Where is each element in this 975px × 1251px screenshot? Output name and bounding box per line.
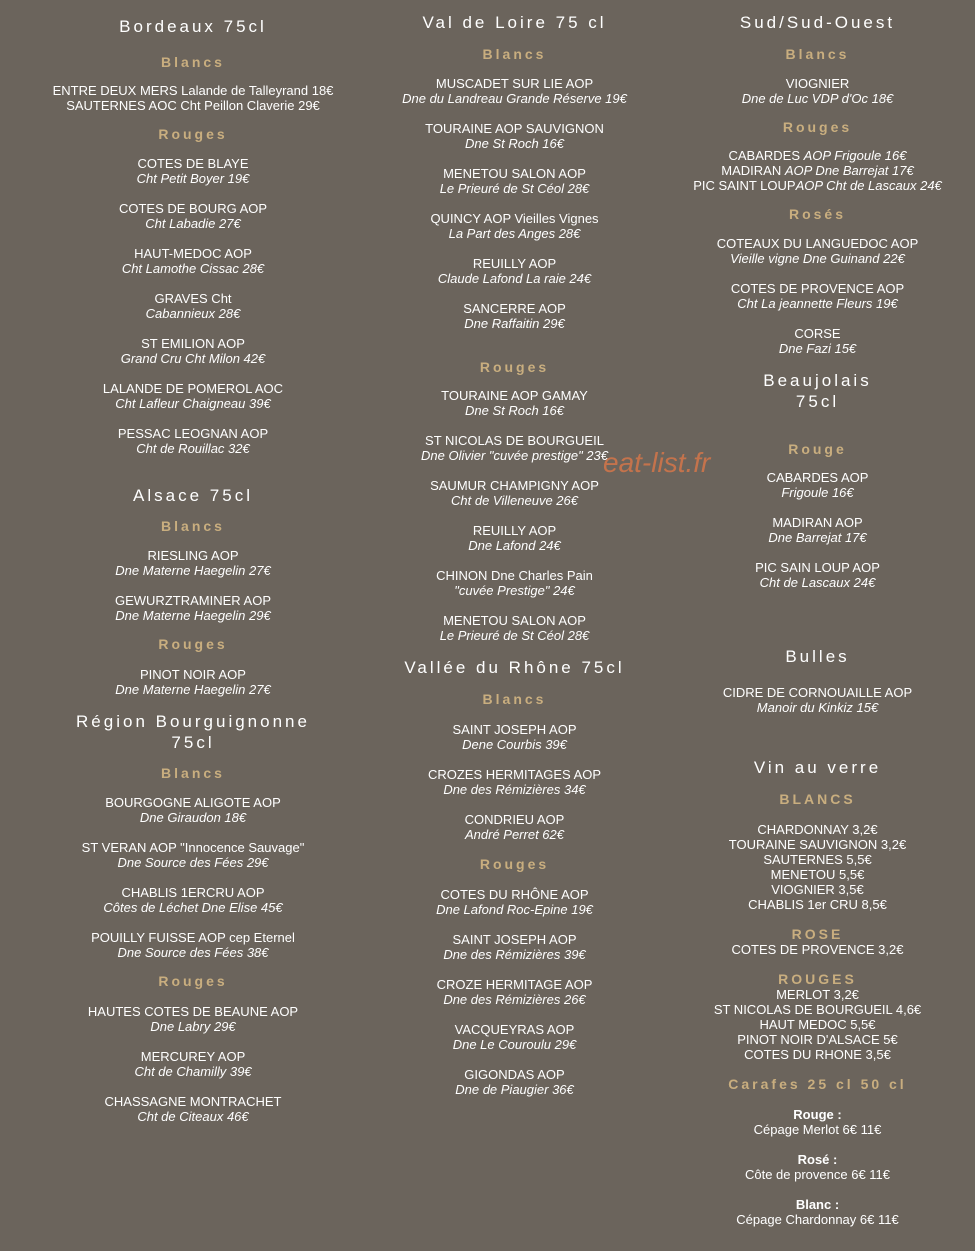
category-title: Rouges — [479, 856, 550, 872]
category-title: Carafes 25 cl 50 cl — [728, 1076, 907, 1092]
category-title: Blancs — [482, 46, 547, 62]
list-item: MUSCADET SUR LIE AOP Dne du Landreau Grande Réserve 19€ — [402, 76, 627, 106]
category-title: Rouges — [782, 119, 853, 135]
list-item: POUILLY FUISSE AOP cep Eternel Dne Source des Fées 38€ — [91, 930, 295, 960]
list-item: CHASSAGNE MONTRACHET Cht de Citeaux 46€ — [104, 1094, 282, 1124]
region-title: Bulles — [785, 647, 850, 666]
list-item: TOURAINE AOP SAUVIGNON Dne St Roch 16€ — [425, 121, 604, 151]
list-item: CHABLIS 1er CRU 8,5€ — [748, 897, 887, 912]
list-item: MENETOU SALON AOP Le Prieuré de St Céol 28€ — [439, 166, 590, 196]
list-item: SAUMUR CHAMPIGNY AOP Cht de Villeneuve 26€ — [430, 478, 599, 508]
list-item: REUILLY AOP Dne Lafond 24€ — [468, 523, 561, 553]
watermark-text: eat-list.fr — [603, 447, 711, 478]
list-item: REUILLY AOP Claude Lafond La raie 24€ — [437, 256, 592, 286]
region-title: Beaujolais — [763, 371, 872, 390]
list-item: ST NICOLAS DE BOURGUEIL 4,6€ — [713, 1002, 922, 1017]
list-item: CONDRIEU AOP André Perret 62€ — [464, 812, 565, 842]
region-title: Vin au verre — [753, 758, 882, 777]
list-item: HAUTES COTES DE BEAUNE AOP Dne Labry 29€ — [87, 1004, 299, 1034]
list-item: SAINT JOSEPH AOP Dne des Rémizières 39€ — [443, 932, 586, 962]
list-item: QUINCY AOP Vieilles Vignes La Part des Anges 28€ — [430, 211, 599, 241]
list-item: COTEAUX DU LANGUEDOC AOP Vieille vigne Dne Guinand 22€ — [716, 236, 919, 266]
list-item: HAUT MEDOC 5,5€ — [759, 1017, 876, 1032]
region-title: 75cl — [795, 392, 840, 411]
list-item: ST VERAN AOP "Innocence Sauvage" Dne Source des Fées 29€ — [81, 840, 305, 870]
list-item: COTES DE BLAYE Cht Petit Boyer 19€ — [136, 156, 250, 186]
list-item: COTES DE PROVENCE AOP Cht La jeannette Fleurs 19€ — [730, 281, 905, 311]
category-title: Rouge — [788, 441, 847, 457]
list-item: COTES DE PROVENCE 3,2€ — [731, 942, 904, 957]
category-title: Rouges — [479, 359, 550, 375]
list-item: SANCERRE AOP Dne Raffaitin 29€ — [463, 301, 566, 331]
list-item: COTES DU RHONE 3,5€ — [744, 1047, 891, 1062]
list-item: TOURAINE SAUVIGNON 3,2€ — [728, 837, 907, 852]
list-item: CHABLIS 1ERCRU AOP Côtes de Léchet Dne Elise 45€ — [103, 885, 283, 915]
list-item: SAUTERNES 5,5€ — [763, 852, 872, 867]
carafe-item: Rosé : Côte de provence 6€ 11€ — [744, 1152, 891, 1182]
list-item: GEWURZTRAMINER AOP Dne Materne Haegelin 29€ — [114, 593, 271, 623]
list-item: CROZES HERMITAGES AOP Dne des Rémizières 34€ — [427, 767, 602, 797]
list-item: TOURAINE AOP GAMAY Dne St Roch 16€ — [441, 388, 588, 418]
list-item: CHINON Dne Charles Pain "cuvée Prestige" 24€ — [436, 568, 593, 598]
list-item: MERCUREY AOP Cht de Chamilly 39€ — [134, 1049, 252, 1079]
list-item: CORSE Dne Fazi 15€ — [778, 326, 857, 356]
list-item: MENETOU 5,5€ — [770, 867, 865, 882]
list-item: BOURGOGNE ALIGOTE AOP Dne Giraudon 18€ — [105, 795, 281, 825]
list-item: CROZE HERMITAGE AOP Dne des Rémizières 26€ — [436, 977, 593, 1007]
category-title: Blancs — [161, 765, 225, 781]
list-item: GIGONDAS AOP Dne de Piaugier 36€ — [455, 1067, 574, 1097]
glass-list — [655, 942, 975, 957]
list-item: CABARDES AOP Frigoule 16€ — [766, 470, 869, 500]
category-title: Blancs — [161, 54, 225, 70]
category-title: BLANCS — [779, 791, 856, 807]
list-item: PINOT NOIR D'ALSACE 5€ — [737, 1032, 898, 1047]
carafe-item: Blanc : Cépage Chardonnay 6€ 11€ — [736, 1197, 899, 1227]
list-item: VIOGNIER 3,5€ — [771, 882, 864, 897]
list-item: PIC SAIN LOUP AOP Cht de Lascaux 24€ — [755, 560, 880, 590]
category-title: ROUGES — [778, 971, 857, 987]
list-item: HAUT-MEDOC AOP Cht Lamothe Cissac 28€ — [121, 246, 265, 276]
category-title: Rouges — [158, 973, 228, 989]
category-title: Blancs — [161, 518, 225, 534]
category-title: Blancs — [785, 46, 850, 62]
list-item: ST EMILION AOP Grand Cru Cht Milon 42€ — [120, 336, 266, 366]
category-title: Blancs — [482, 691, 547, 707]
list-item: MERLOT 3,2€ — [776, 987, 859, 1002]
list-item: VIOGNIER Dne de Luc VDP d'Oc 18€ — [741, 76, 894, 106]
category-title: Rouges — [158, 126, 228, 142]
list-item: LALANDE DE POMEROL AOC Cht Lafleur Chaigneau 39€ — [102, 381, 284, 411]
glass-list — [655, 987, 975, 1062]
list-item: CHARDONNAY 3,2€ — [757, 822, 878, 837]
list-item: SAINT JOSEPH AOP Dene Courbis 39€ — [452, 722, 577, 752]
region-title: 75cl — [171, 733, 215, 752]
category-title: Rouges — [158, 636, 228, 652]
list-item: RIESLING AOP Dne Materne Haegelin 27€ — [115, 548, 271, 578]
list-item: PESSAC LEOGNAN AOP Cht de Rouillac 32€ — [117, 426, 269, 456]
region-title: Vallée du Rhône 75cl — [404, 658, 625, 677]
list-item: CIDRE DE CORNOUAILLE AOP Manoir du Kinkiz 15€ — [722, 685, 913, 715]
region-title: Alsace 75cl — [133, 486, 253, 505]
list-item: CABARDES AOP Frigoule 16€ MADIRAN AOP Dne Barrejat 17€ PIC SAINT LOUPAOP Cht de Lascaux 24€ — [693, 148, 942, 193]
list-item: MADIRAN AOP Dne Barrejat 17€ — [768, 515, 867, 545]
list-item: PINOT NOIR AOP Dne Materne Haegelin 27€ — [115, 667, 271, 697]
region-title: Val de Loire 75 cl — [422, 13, 607, 32]
category-title: ROSE — [791, 926, 844, 942]
region-title: Bordeaux 75cl — [119, 17, 267, 36]
glass-list — [655, 822, 975, 912]
category-title: Rosés — [788, 206, 847, 222]
region-title: Sud/Sud-Ouest — [739, 13, 896, 32]
list-item: ENTRE DEUX MERS Lalande de Talleyrand 18€ SAUTERNES AOC Cht Peillon Claverie 29€ — [52, 83, 334, 113]
list-item: VACQUEYRAS AOP Dne Le Couroulu 29€ — [452, 1022, 577, 1052]
list-item: GRAVES Cht Cabannieux 28€ — [145, 291, 241, 321]
list-item: MENETOU SALON AOP Le Prieuré de St Céol 28€ — [439, 613, 590, 643]
list-item: COTES DE BOURG AOP Cht Labadie 27€ — [118, 201, 268, 231]
list-item: ST NICOLAS DE BOURGUEIL Dne Olivier "cuvée prestige" 23€ — [421, 433, 608, 463]
region-title: Région Bourguignonne — [76, 712, 310, 731]
list-item: COTES DU RHÔNE AOP Dne Lafond Roc-Epine 19€ — [436, 887, 593, 917]
carafe-item: Rouge : Cépage Merlot 6€ 11€ — [753, 1107, 882, 1137]
